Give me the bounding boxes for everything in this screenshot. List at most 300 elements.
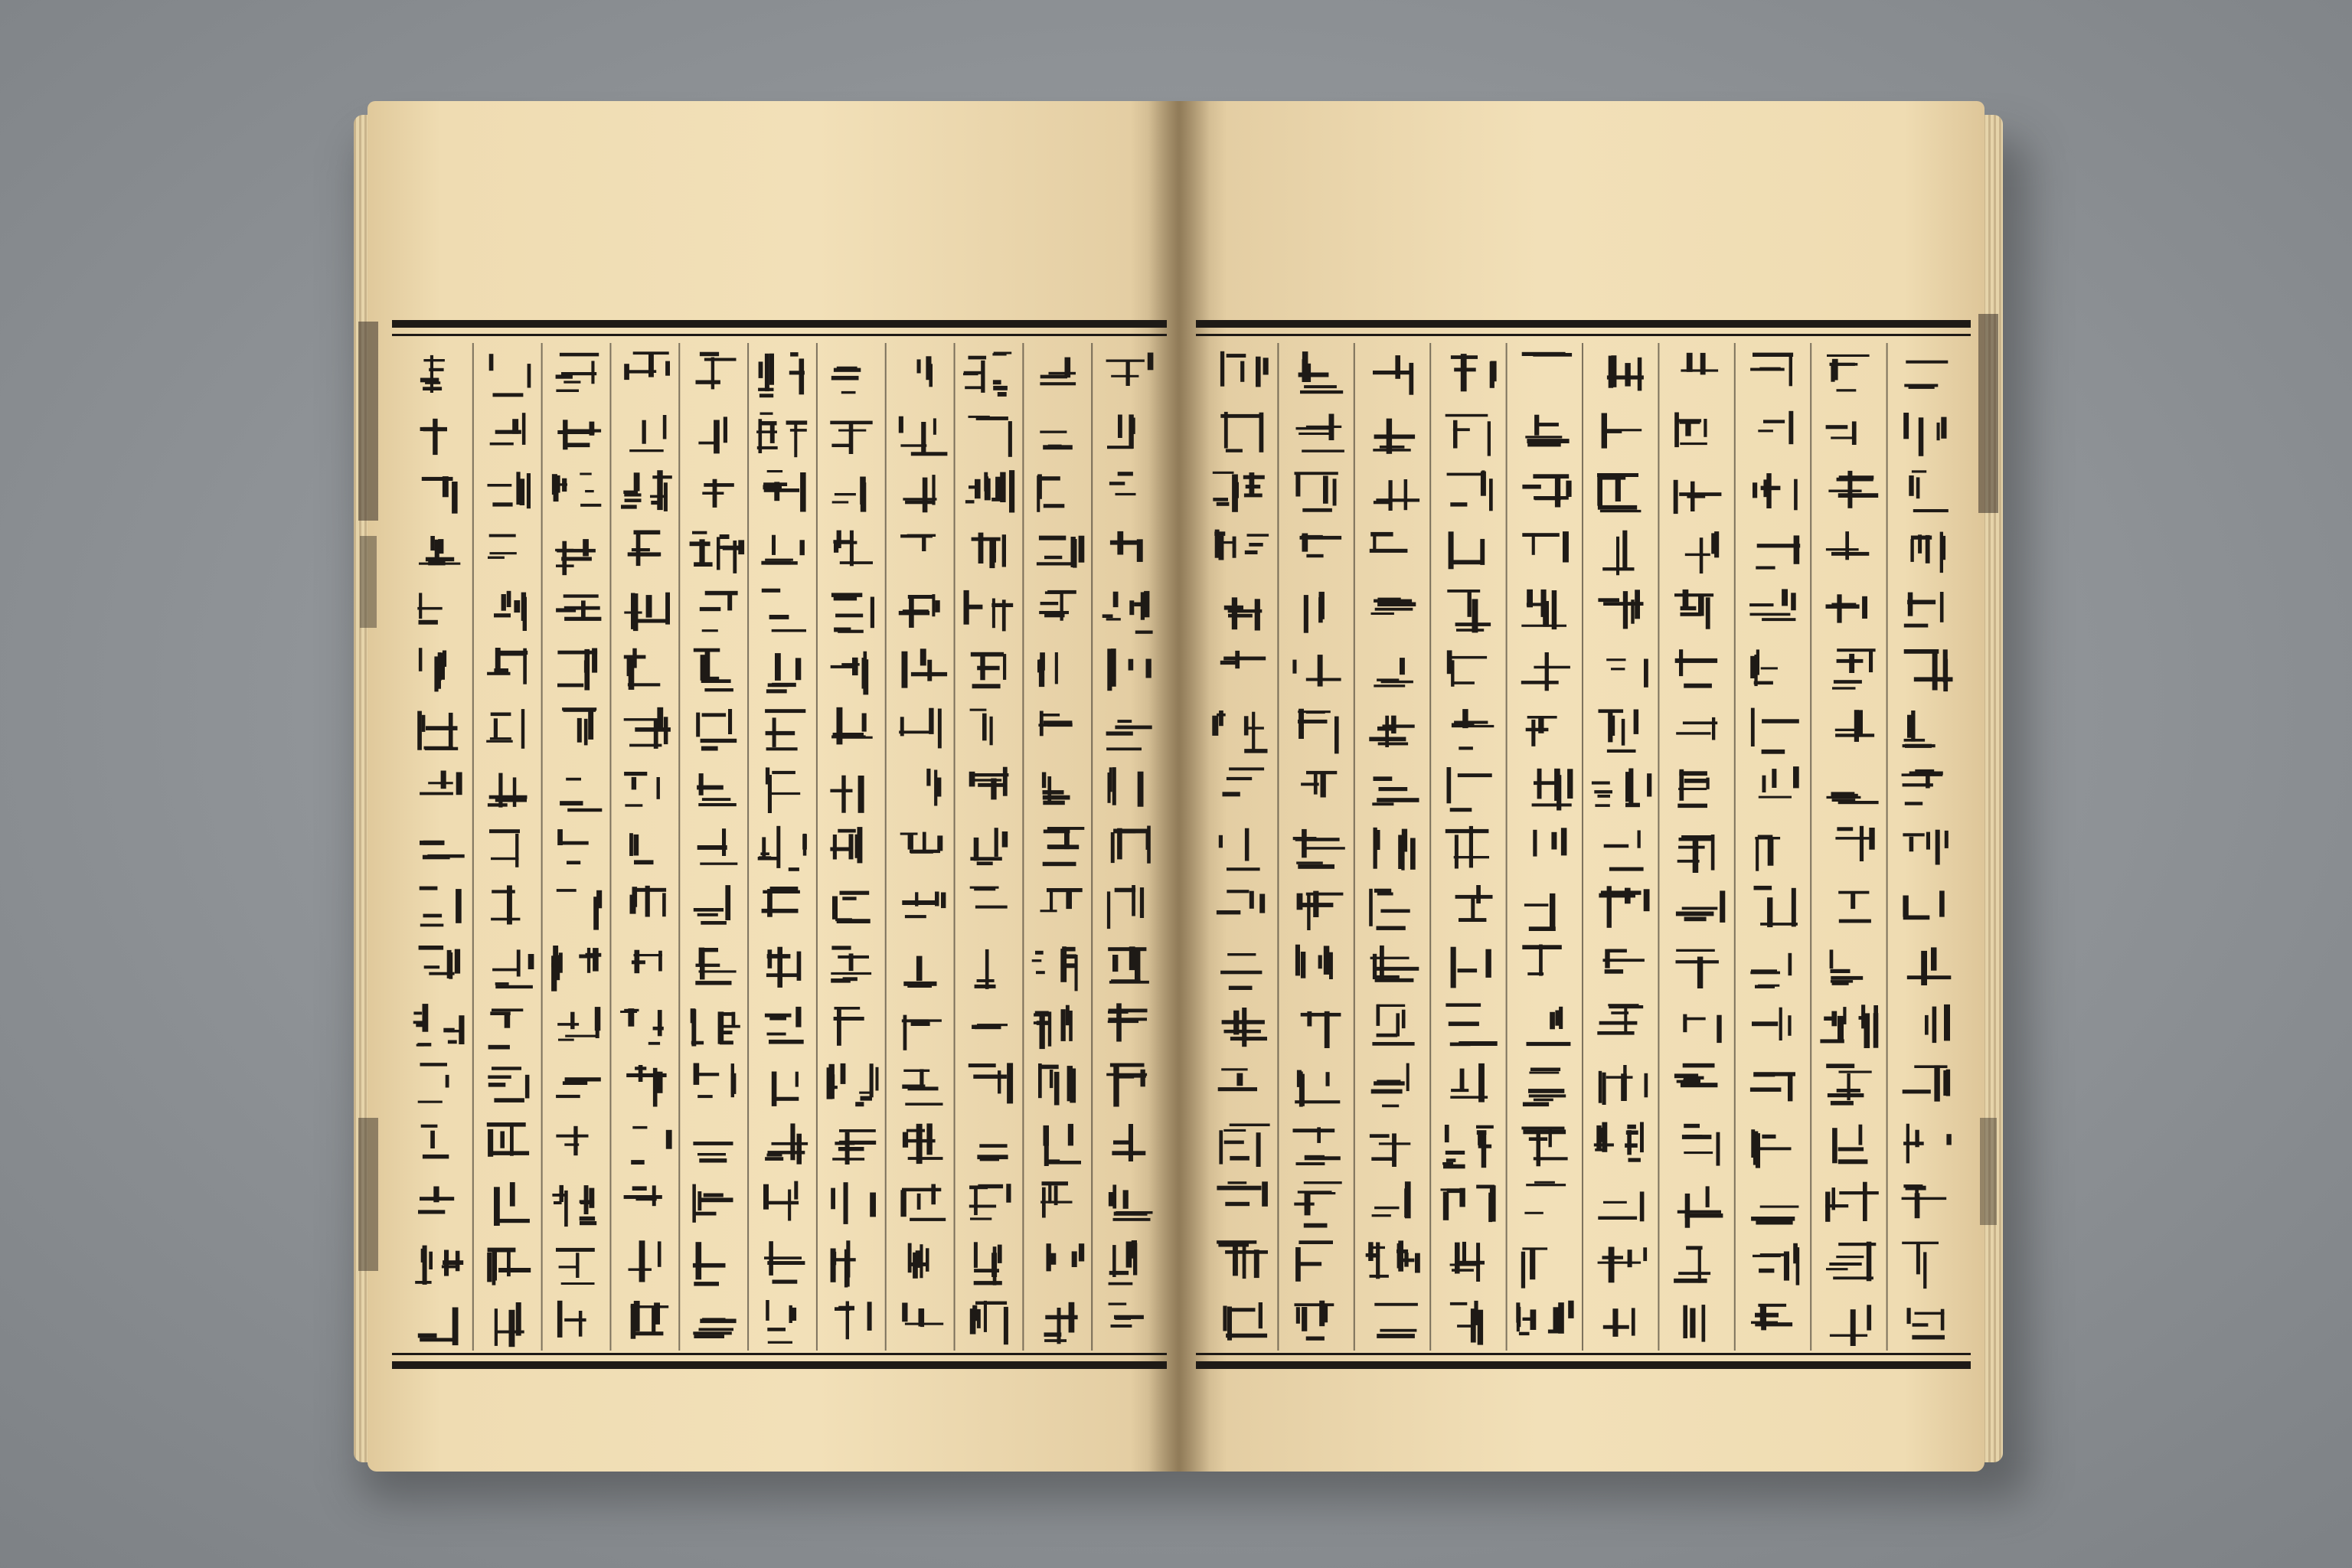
printed-glyph — [1832, 648, 1876, 689]
printed-glyph — [1676, 949, 1719, 988]
printed-glyph — [1599, 1065, 1648, 1105]
printed-glyph — [1751, 708, 1799, 754]
printed-glyph — [494, 591, 527, 631]
printed-glyph — [1447, 590, 1491, 632]
printed-glyph — [903, 956, 936, 988]
printed-glyph — [1446, 826, 1489, 869]
printed-glyph — [1522, 352, 1572, 357]
printed-glyph — [1102, 592, 1121, 621]
printed-glyph — [1369, 716, 1414, 747]
printed-glyph — [630, 886, 667, 917]
printed-glyph — [621, 472, 642, 508]
printed-glyph — [1040, 431, 1073, 450]
printed-glyph — [831, 946, 871, 982]
printed-glyph — [766, 767, 800, 813]
printed-glyph — [1111, 826, 1151, 864]
printed-glyph — [628, 531, 662, 567]
text-column — [486, 354, 534, 1347]
printed-glyph — [1526, 716, 1557, 746]
text-column — [1902, 361, 1953, 1340]
printed-glyph — [580, 473, 601, 507]
printed-glyph — [1372, 776, 1419, 805]
printed-glyph — [1243, 472, 1265, 497]
printed-glyph — [413, 1004, 432, 1047]
printed-glyph — [1373, 419, 1415, 454]
printed-glyph — [556, 594, 601, 621]
printed-glyph — [1106, 720, 1152, 750]
printed-glyph — [1827, 792, 1879, 804]
printed-glyph — [557, 829, 589, 864]
printed-glyph — [1220, 953, 1262, 990]
printed-glyph — [1244, 712, 1268, 753]
printed-glyph — [1037, 652, 1058, 687]
printed-glyph — [1750, 353, 1793, 387]
printed-glyph — [1826, 1063, 1872, 1105]
printed-glyph — [763, 470, 806, 512]
printed-glyph — [1904, 361, 1948, 389]
printed-glyph — [900, 832, 943, 854]
printed-glyph — [1674, 590, 1713, 629]
printed-glyph — [1374, 479, 1419, 511]
printed-glyph — [1751, 1304, 1792, 1331]
printed-glyph — [1366, 1242, 1389, 1279]
printed-glyph — [491, 885, 520, 924]
printed-glyph — [1301, 1011, 1341, 1048]
printed-glyph — [1753, 473, 1798, 510]
printed-glyph — [693, 1242, 726, 1285]
printed-glyph — [975, 949, 996, 989]
printed-glyph — [1369, 889, 1410, 930]
printed-glyph — [969, 416, 1012, 457]
printed-glyph — [694, 1063, 737, 1099]
printed-glyph — [766, 653, 801, 693]
printed-glyph — [1034, 1011, 1051, 1050]
printed-glyph — [1109, 1240, 1138, 1285]
printed-glyph — [1681, 353, 1718, 375]
printed-glyph — [1592, 782, 1612, 807]
printed-glyph — [963, 356, 986, 393]
printed-glyph — [1603, 1308, 1635, 1336]
printed-glyph — [1109, 1184, 1153, 1220]
printed-glyph — [1245, 534, 1269, 554]
printed-glyph — [1749, 589, 1796, 621]
printed-glyph — [1903, 1124, 1952, 1164]
printed-glyph — [830, 827, 862, 863]
printed-glyph — [1220, 412, 1263, 452]
printed-glyph — [969, 1184, 1011, 1220]
printed-glyph — [1756, 535, 1800, 569]
printed-glyph — [1451, 947, 1491, 988]
printed-glyph — [1038, 711, 1072, 737]
printed-glyph — [902, 1015, 942, 1050]
printed-glyph — [697, 773, 737, 806]
printed-glyph — [969, 767, 1009, 800]
printed-glyph — [1107, 414, 1135, 449]
printed-glyph — [1450, 1063, 1488, 1102]
right-edge-ink-marks — [1974, 306, 2004, 1378]
printed-glyph — [419, 536, 460, 565]
printed-glyph — [1521, 1247, 1547, 1288]
printed-glyph — [1676, 890, 1725, 923]
printed-glyph — [1826, 421, 1857, 445]
printed-glyph — [1293, 829, 1345, 869]
text-column — [551, 353, 602, 1338]
printed-glyph — [1750, 953, 1792, 988]
printed-glyph — [556, 1248, 595, 1285]
text-column — [1674, 353, 1726, 1342]
printed-glyph — [1042, 773, 1070, 805]
printed-glyph — [487, 648, 528, 684]
printed-glyph — [555, 539, 596, 575]
printed-glyph — [1758, 411, 1793, 444]
printed-glyph — [1751, 1206, 1798, 1225]
printed-glyph — [1598, 1191, 1644, 1221]
printed-glyph — [1292, 655, 1341, 687]
printed-glyph — [1754, 886, 1798, 927]
printed-glyph — [1297, 891, 1344, 930]
printed-glyph — [971, 652, 1006, 688]
printed-glyph — [631, 1126, 671, 1165]
printed-glyph — [696, 709, 737, 751]
printed-glyph — [695, 948, 736, 985]
printed-glyph — [1521, 652, 1570, 691]
printed-glyph — [1374, 658, 1413, 687]
text-column — [963, 352, 1014, 1345]
printed-glyph — [1525, 415, 1569, 447]
printed-glyph — [1038, 1063, 1076, 1106]
printed-glyph — [1903, 710, 1936, 748]
printed-glyph — [926, 769, 941, 806]
printed-glyph — [1295, 945, 1333, 979]
printed-glyph — [692, 1184, 733, 1223]
printed-glyph — [1442, 1125, 1465, 1168]
printed-glyph — [1674, 1246, 1710, 1282]
printed-glyph — [766, 1300, 796, 1344]
printed-glyph — [1826, 531, 1869, 560]
printed-glyph — [899, 708, 942, 749]
printed-glyph — [1371, 598, 1416, 615]
printed-glyph — [1902, 1184, 1947, 1218]
printed-glyph — [422, 476, 458, 514]
printed-glyph — [1902, 1242, 1939, 1289]
printed-glyph — [1372, 1004, 1414, 1046]
printed-glyph — [1295, 472, 1338, 511]
printed-glyph — [1373, 355, 1413, 395]
printed-glyph — [1835, 710, 1874, 742]
printed-glyph — [1213, 472, 1239, 512]
printed-glyph — [855, 1063, 878, 1106]
printed-glyph — [972, 1024, 1008, 1029]
printed-glyph — [1759, 766, 1799, 799]
printed-glyph — [718, 1011, 740, 1044]
printed-glyph — [560, 778, 602, 812]
printed-glyph — [756, 413, 778, 454]
printed-glyph — [1108, 767, 1144, 807]
printed-glyph — [758, 354, 774, 398]
printed-glyph — [1219, 828, 1260, 871]
text-column — [1820, 354, 1878, 1346]
printed-glyph — [1521, 1127, 1567, 1167]
printed-glyph — [1040, 358, 1076, 386]
printed-glyph — [1521, 590, 1566, 629]
text-column — [690, 352, 745, 1338]
printed-glyph — [489, 354, 531, 397]
printed-glyph — [698, 416, 727, 453]
printed-glyph — [419, 648, 446, 691]
printed-glyph — [827, 1063, 846, 1099]
printed-glyph — [1220, 351, 1269, 387]
printed-glyph — [900, 1184, 946, 1221]
printed-glyph — [1548, 1301, 1574, 1334]
text-column — [620, 351, 672, 1338]
printed-glyph — [1524, 1181, 1566, 1214]
printed-glyph — [1683, 1014, 1721, 1044]
printed-glyph — [1224, 597, 1263, 630]
printed-glyph — [648, 1010, 664, 1045]
printed-glyph — [1294, 1181, 1341, 1227]
printed-glyph — [903, 475, 936, 512]
printed-glyph — [972, 533, 1006, 569]
printed-glyph — [772, 1072, 799, 1106]
printed-glyph — [1598, 590, 1643, 629]
printed-glyph — [488, 1067, 529, 1102]
printed-glyph — [992, 352, 1011, 397]
printed-glyph — [488, 472, 531, 508]
printed-glyph — [694, 648, 733, 692]
printed-glyph — [1682, 1124, 1720, 1166]
printed-glyph — [1047, 1243, 1085, 1271]
printed-glyph — [835, 1302, 872, 1340]
printed-glyph — [443, 1015, 464, 1044]
printed-glyph — [1374, 1303, 1418, 1338]
printed-glyph — [419, 946, 461, 979]
printed-glyph — [492, 949, 534, 988]
printed-glyph — [1830, 949, 1864, 985]
printed-glyph — [1449, 531, 1485, 569]
printed-glyph — [700, 591, 738, 632]
printed-glyph — [1037, 536, 1084, 568]
printed-glyph — [1109, 472, 1136, 495]
printed-glyph — [1677, 769, 1709, 808]
printed-glyph — [1826, 594, 1868, 622]
printed-glyph — [1109, 1303, 1144, 1328]
printed-glyph — [1516, 1302, 1536, 1335]
printed-glyph — [762, 589, 806, 632]
printed-glyph — [786, 420, 808, 457]
printed-glyph — [832, 891, 871, 923]
printed-glyph — [1108, 946, 1149, 983]
printed-glyph — [1677, 1186, 1723, 1227]
printed-glyph — [991, 599, 1013, 632]
printed-glyph — [1825, 1182, 1879, 1222]
printed-glyph — [1606, 658, 1648, 688]
printed-glyph — [833, 531, 873, 567]
printed-glyph — [831, 707, 873, 745]
printed-glyph — [1859, 1004, 1879, 1048]
printed-glyph — [417, 593, 442, 624]
printed-glyph — [1524, 893, 1556, 931]
text-column — [1102, 353, 1154, 1328]
printed-glyph — [557, 648, 597, 691]
printed-glyph — [1476, 1125, 1494, 1168]
printed-glyph — [1040, 888, 1083, 912]
printed-glyph — [1222, 1008, 1267, 1047]
printed-glyph — [1293, 1127, 1341, 1165]
printed-glyph — [765, 1007, 804, 1044]
printed-glyph — [1827, 354, 1870, 392]
printed-glyph — [552, 1185, 567, 1227]
printed-glyph — [488, 1008, 524, 1049]
printed-glyph — [624, 772, 660, 807]
printed-glyph — [1129, 591, 1152, 634]
printed-glyph — [899, 594, 940, 628]
printed-glyph — [1685, 531, 1719, 573]
printed-glyph — [488, 534, 517, 559]
printed-glyph — [624, 593, 670, 631]
printed-glyph — [902, 1303, 943, 1328]
printed-glyph — [1675, 649, 1717, 688]
printed-glyph — [1108, 1003, 1148, 1041]
printed-glyph — [899, 416, 948, 456]
printed-glyph — [1032, 951, 1045, 974]
text-column — [413, 355, 465, 1345]
printed-glyph — [580, 1185, 597, 1225]
printed-glyph — [1828, 471, 1878, 508]
printed-glyph — [1304, 592, 1325, 633]
printed-glyph — [1594, 1122, 1614, 1152]
printed-glyph — [1214, 530, 1236, 560]
printed-glyph — [415, 1246, 433, 1285]
printed-glyph — [1603, 949, 1645, 974]
text-column — [899, 356, 948, 1327]
printed-glyph — [629, 415, 666, 452]
printed-glyph — [556, 353, 599, 392]
printed-glyph — [1677, 835, 1715, 873]
printed-glyph — [765, 709, 805, 750]
printed-glyph — [1753, 1243, 1799, 1285]
printed-glyph — [789, 352, 805, 394]
printed-glyph — [629, 833, 653, 864]
printed-glyph — [1750, 1072, 1795, 1101]
printed-glyph — [1372, 1181, 1411, 1218]
printed-glyph — [1903, 830, 1948, 865]
printed-glyph — [1820, 1007, 1846, 1043]
printed-glyph — [1826, 1242, 1876, 1282]
printed-glyph — [832, 477, 867, 512]
printed-glyph — [970, 1301, 1008, 1344]
printed-glyph — [490, 413, 526, 445]
printed-glyph — [1830, 1305, 1871, 1346]
printed-glyph — [556, 1077, 601, 1098]
printed-glyph — [1676, 717, 1717, 740]
printed-glyph — [1451, 354, 1497, 391]
printed-glyph — [693, 1318, 736, 1338]
printed-glyph — [487, 1122, 529, 1157]
printed-glyph — [1296, 414, 1344, 452]
printed-glyph — [1447, 470, 1493, 511]
text-column — [1749, 353, 1800, 1331]
printed-glyph — [1112, 1124, 1145, 1161]
printed-glyph — [1527, 1007, 1571, 1046]
printed-glyph — [1597, 1004, 1643, 1034]
printed-glyph — [418, 1308, 459, 1346]
right-page-text — [1202, 343, 1963, 1351]
printed-glyph — [1223, 767, 1265, 796]
printed-glyph — [552, 474, 567, 501]
printed-glyph — [418, 1187, 454, 1214]
printed-glyph — [1110, 531, 1143, 562]
printed-glyph — [763, 1181, 799, 1221]
printed-glyph — [1044, 1124, 1082, 1166]
printed-glyph — [562, 707, 596, 745]
printed-glyph — [765, 1123, 808, 1164]
printed-glyph — [691, 1008, 704, 1046]
printed-glyph — [830, 776, 864, 813]
printed-glyph — [1532, 769, 1573, 811]
printed-glyph — [1602, 531, 1634, 576]
printed-glyph — [1907, 1308, 1945, 1339]
printed-glyph — [1598, 1247, 1648, 1283]
printed-glyph — [1396, 1240, 1420, 1272]
printed-glyph — [970, 828, 1008, 865]
printed-glyph — [1838, 891, 1871, 923]
printed-glyph — [1107, 648, 1152, 691]
printed-glyph — [908, 1243, 929, 1279]
printed-glyph — [696, 352, 737, 390]
printed-glyph — [1604, 831, 1644, 871]
printed-glyph — [624, 707, 671, 749]
printed-glyph — [766, 947, 801, 988]
printed-glyph — [1522, 531, 1569, 562]
printed-glyph — [1106, 353, 1154, 387]
printed-glyph — [1061, 1005, 1073, 1041]
printed-glyph — [1904, 649, 1953, 691]
printed-glyph — [902, 1069, 942, 1106]
printed-glyph — [1752, 1008, 1792, 1040]
printed-glyph — [1476, 1185, 1495, 1223]
printed-glyph — [1750, 649, 1778, 686]
printed-glyph — [1446, 1003, 1497, 1046]
printed-glyph — [420, 355, 445, 393]
printed-glyph — [420, 887, 462, 927]
left-edge-ink-marks — [354, 306, 384, 1378]
printed-glyph — [969, 1063, 1013, 1103]
printed-glyph — [557, 1007, 600, 1041]
printed-glyph — [1371, 1063, 1410, 1108]
printed-glyph — [420, 771, 462, 795]
text-column — [1516, 352, 1573, 1335]
printed-glyph — [965, 472, 991, 504]
printed-glyph — [1522, 945, 1562, 976]
printed-glyph — [1043, 827, 1085, 866]
printed-glyph — [1374, 828, 1416, 871]
printed-glyph — [631, 1301, 669, 1339]
printed-glyph — [964, 590, 983, 625]
printed-glyph — [1040, 1181, 1072, 1217]
printed-glyph — [900, 534, 936, 551]
printed-glyph — [831, 593, 874, 632]
printed-glyph — [831, 1240, 856, 1287]
printed-glyph — [442, 1250, 463, 1276]
printed-glyph — [1751, 1129, 1791, 1168]
printed-glyph — [1223, 1302, 1267, 1341]
printed-glyph — [1446, 414, 1491, 456]
printed-glyph — [1522, 474, 1571, 507]
printed-glyph — [1452, 709, 1494, 750]
text-column — [1366, 355, 1420, 1338]
printed-glyph — [758, 826, 781, 868]
printed-glyph — [1106, 1063, 1147, 1107]
